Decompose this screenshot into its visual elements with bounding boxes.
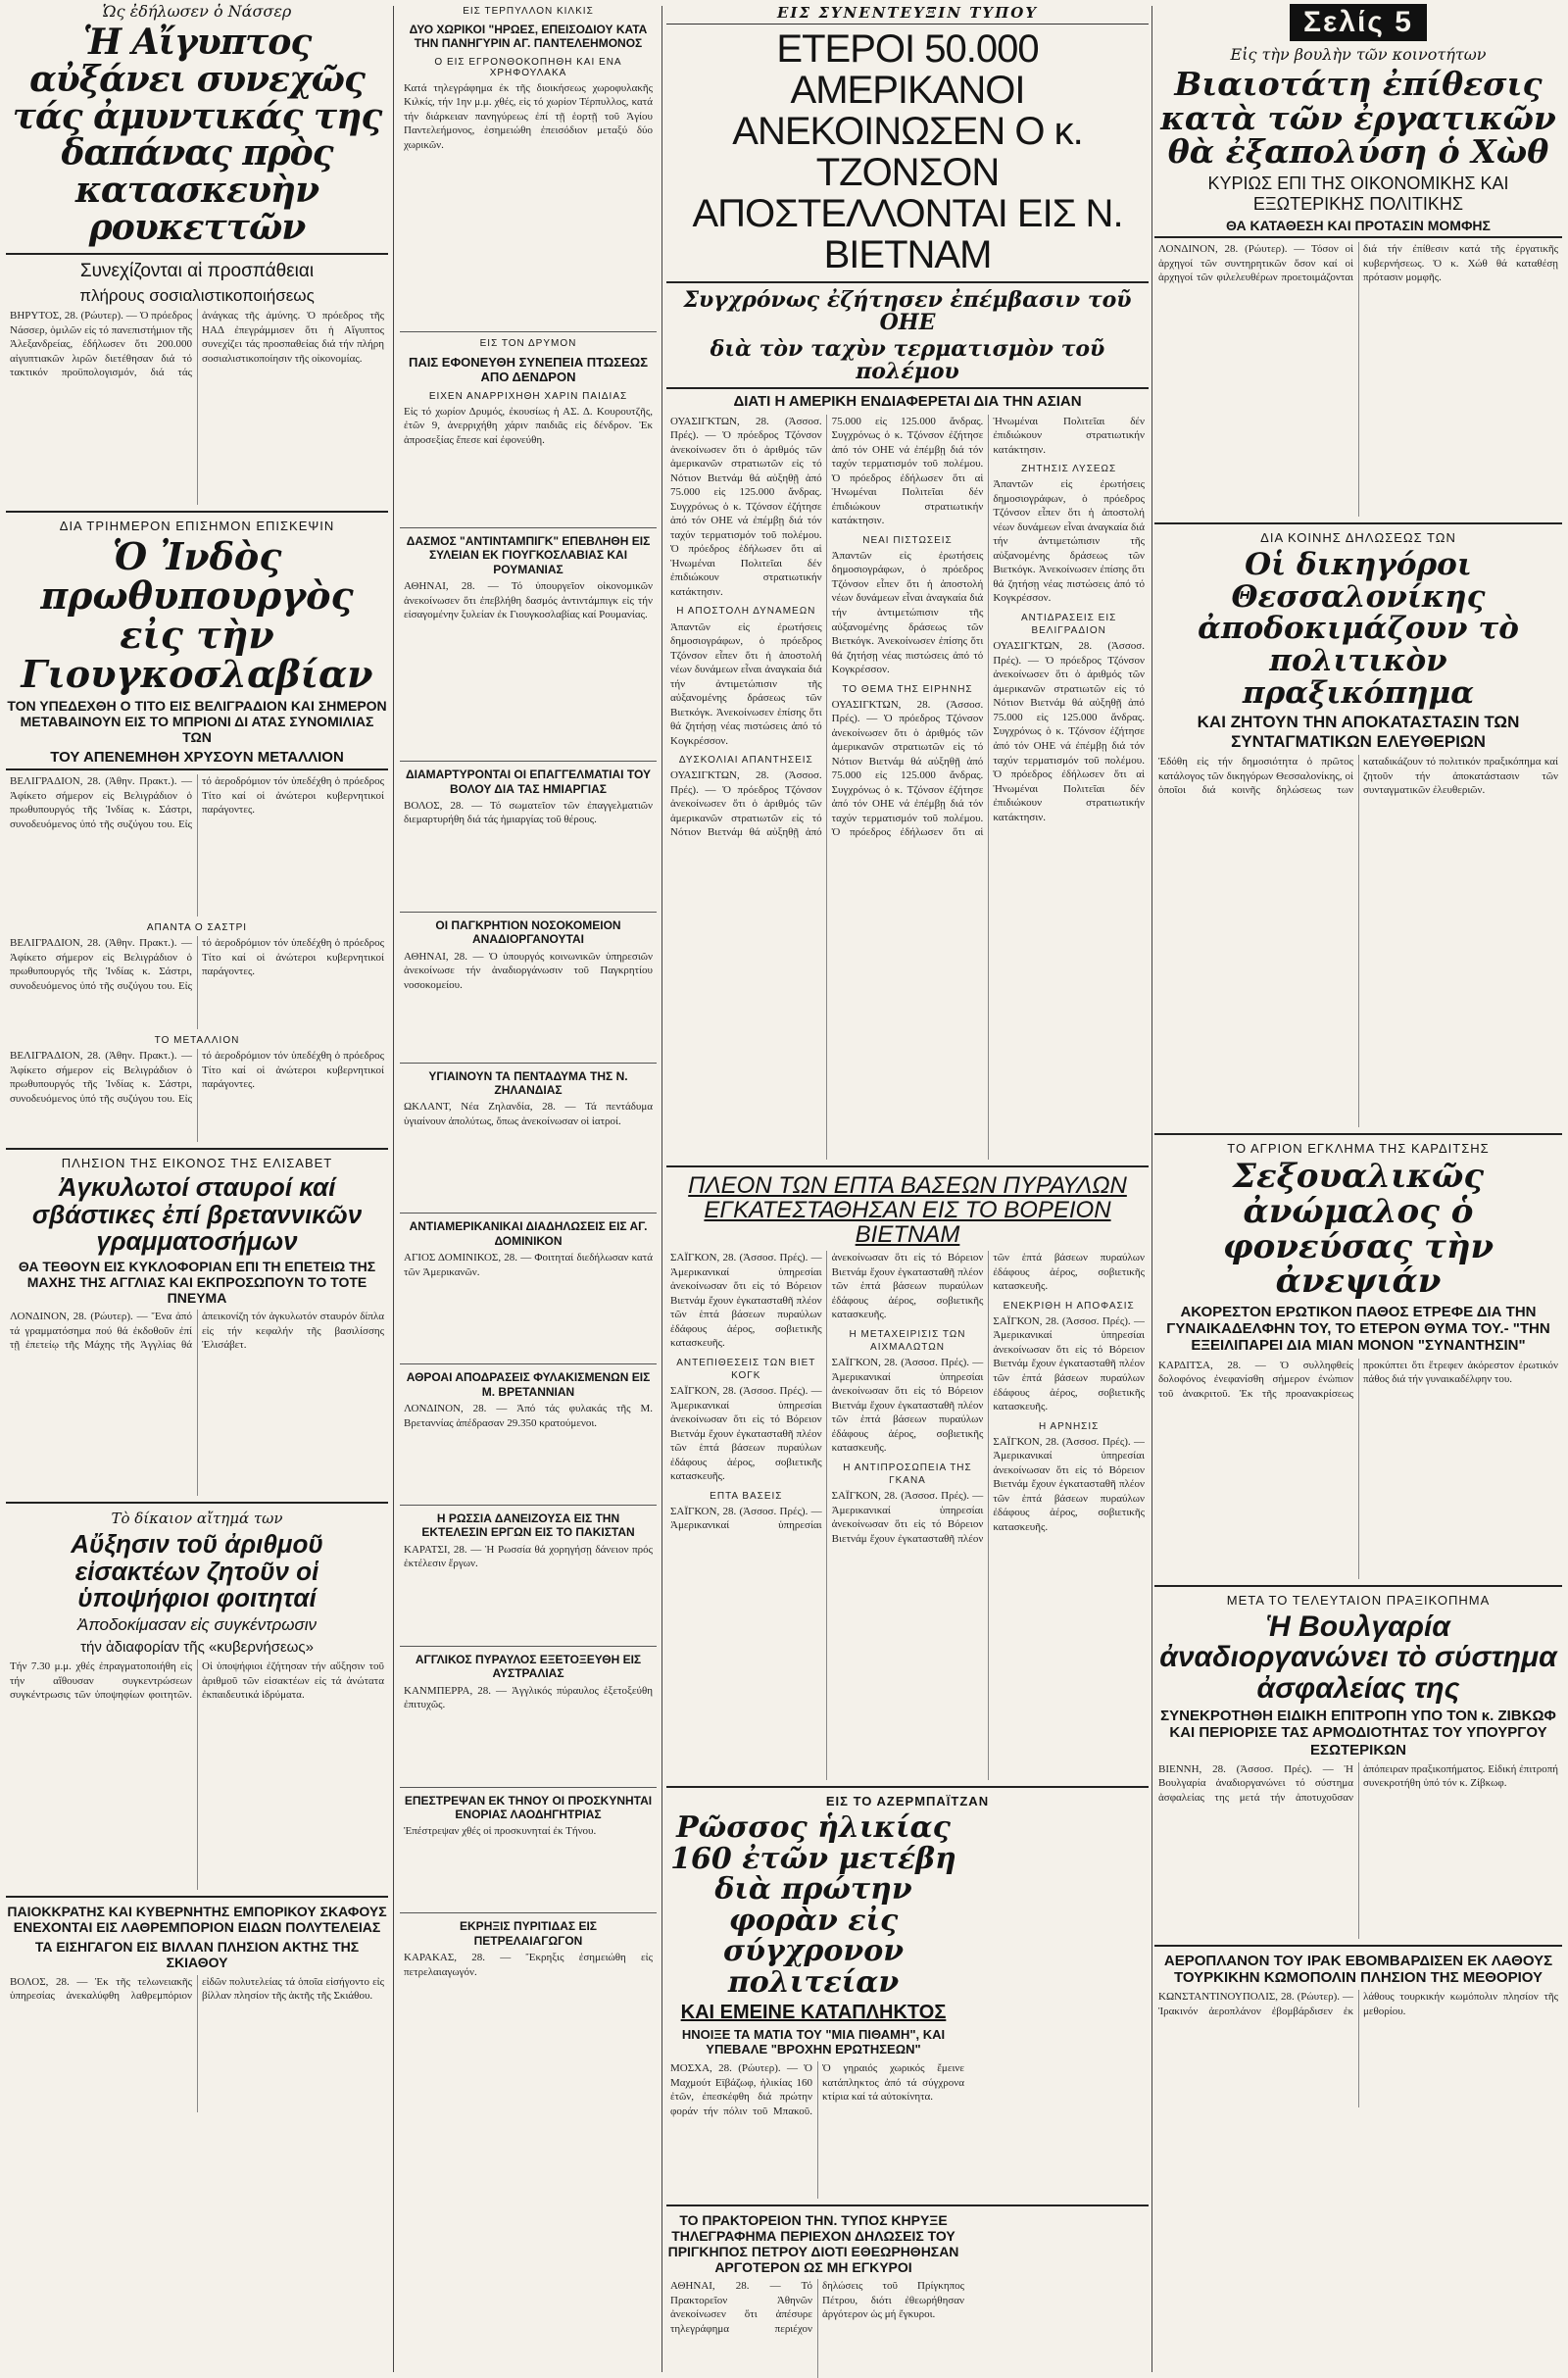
rule bbox=[400, 1505, 657, 1506]
rule bbox=[6, 511, 388, 513]
subhead: ΚΑΙ ΕΜΕΙΝΕ ΚΑΤΑΠΛΗΚΤΟΣ bbox=[680, 2002, 947, 2024]
section-label: ΕΝΕΚΡΙΘΗ Η ΑΠΟΦΑΣΙΣ bbox=[1003, 1300, 1135, 1312]
section-label: ΕΠΤΑ ΒΑΣΕΙΣ bbox=[710, 1490, 783, 1502]
section-label: ΖΗΤΗΣΙΣ ΛΥΣΕΩΣ bbox=[1021, 464, 1117, 475]
rule bbox=[666, 281, 1149, 283]
article-body: ΚΑΡΑΤΣΙ, 28. — Ἡ Ρωσσία θά χορηγήσῃ δάνειον πρός ἐκτέλεσιν ἔργων. bbox=[404, 1543, 653, 1570]
kicker: ΕΙΣ ΣΥΝΕΝΤΕΥΞΙΝ ΤΥΠΟΥ bbox=[666, 4, 1149, 25]
subhead: ΚΥΡΙΩΣ ΕΠΙ ΤΗΣ ΟΙΚΟΝΟΜΙΚΗΣ ΚΑΙ ΕΞΩΤΕΡΙΚΗΣ ΠΟΛΙΤΙΚΗΣ bbox=[1207, 173, 1509, 214]
page-number-badge: Σελίς 5 bbox=[1290, 4, 1427, 41]
rule bbox=[400, 1646, 657, 1647]
rule bbox=[400, 761, 657, 762]
headline: ΑΓΓΛΙΚΟΣ ΠΥΡΑΥΛΟΣ ΕΞΕΤΟΞΕΥΘΗ ΕΙΣ ΑΥΣΤΡΑΛΙΑΣ bbox=[415, 1652, 642, 1681]
article-text: ΣΑΪΓΚΟΝ, 28. (Ἀσσοσ. Πρές). — Ἀμερικανικαί ὑπηρεσίαι ἀνεκοίνωσαν ὅτι εἰς τό Βόρειον Βιετνάμ ἔχουν ἐγκατασταθῆ πλέον τῶν ἑπτά βάσεων πυραύλων ἐδάφους ἀέρος, σοβιετικῆς κατασκευῆς. bbox=[670, 1385, 822, 1483]
headline: ΑΘΡΟΑΙ ΑΠΟΔΡΑΣΕΙΣ ΦΥΛΑΚΙΣΜΕΝΩΝ ΕΙΣ Μ. ΒΡΕΤΑΝΝΙΑΝ bbox=[406, 1370, 651, 1399]
rule bbox=[400, 1063, 657, 1064]
subhead: ΚΑΙ ΖΗΤΟΥΝ ΤΗΝ ΑΠΟΚΑΤΑΣΤΑΣΙΝ ΤΩΝ ΣΥΝΤΑΓΜΑΤΙΚΩΝ ΕΛΕΥΘΕΡΙΩΝ bbox=[1197, 713, 1520, 751]
article-body: Ἐπέστρεψαν χθές οἱ προσκυνηταί ἐκ Τήνου. bbox=[404, 1825, 597, 1838]
article-text: ΣΑΪΓΚΟΝ, 28. (Ἀσσοσ. Πρές). — Ἀμερικανικαί ὑπηρεσίαι ἀνεκοίνωσαν ὅτι εἰς τό Βόρειον Βιετνάμ ἔχουν ἐγκατασταθῆ πλέον τῶν ἑπτά βάσεων πυραύλων ἐδάφους ἀέρος, σοβιετικῆς κατασκευῆς. bbox=[831, 1357, 984, 1455]
rule bbox=[666, 2205, 1149, 2206]
headline: Η ΡΩΣΣΙΑ ΔΑΝΕΙΖΟΥΣΑ ΕΙΣ ΤΗΝ ΕΚΤΕΛΕΣΙΝ ΕΡΓΩΝ ΕΙΣ ΤΟ ΠΑΚΙΣΤΑΝ bbox=[421, 1511, 635, 1540]
rule bbox=[6, 1896, 388, 1898]
rule bbox=[666, 1165, 1149, 1167]
rule bbox=[400, 1787, 657, 1788]
subhead: Ο ΕΙΣ ΕΓΡΟΝΘΟΚΟΠΗΘΗ ΚΑΙ ΕΝΑ ΧΡΗΦΟΥΛΑΚΑ bbox=[434, 56, 622, 78]
subhead: Συγχρόνως ἐζήτησεν ἐπέμβασιν τοῦ ΟΗΕ bbox=[683, 287, 1132, 336]
article-body: Κατά τηλεγράφημα ἐκ τῆς διοικήσεως χωροφυλακῆς Κιλκίς, τήν 1ην μ.μ. χθές, εἰς τό χωρίον Τέρπυλλος, κατά τήν διάρκειαν πανηγύρεως ἐπί τῇ ἑορτῇ τοῦ Ἁγίου Παντελεήμονος, ἐσημειώθη ἐπεισόδιον μεταξύ δύο χωρικῶν. bbox=[404, 81, 653, 151]
headline-lawyers: Οἱ δικηγόροι Θεσσαλονίκης ἀποδοκιμάζουν τὸ πολιτικὸν πραξικόπημα bbox=[1198, 547, 1519, 711]
headline-vietnam: ΕΤΕΡΟΙ 50.000 ΑΜΕΡΙΚΑΝΟΙ ΑΝΕΚΟΙΝΩΣΕΝ Ο κ. ΤΖΟΝΣΟΝ ΑΠΟΣΤΕΛΛΟΝΤΑΙ ΕΙΣ Ν. ΒΙΕΤΝΑΜ bbox=[692, 27, 1123, 276]
rule bbox=[400, 1912, 657, 1913]
article-text: Ἀπαντῶν εἰς ἐρωτήσεις δημοσιογράφων, ὁ πρόεδρος Τζόνσον εἶπεν ὅτι ἡ ἀποστολή νέων δυνάμεων εἶναι ἀναγκαία διά τήν ἀντιμετώπισιν τῆς αὐξανομένης δράσεως τῶν Βιετκόγκ. Ἀνεκοίνωσεν ἐπίσης ὅτι θά ζητήσῃ νέας πιστώσεις ἀπό τό Κογκρέσσον. bbox=[670, 620, 822, 747]
subhead: ΣΥΝΕΚΡΟΤΗΘΗ ΕΙΔΙΚΗ ΕΠΙΤΡΟΠΗ ΥΠΟ ΤΟΝ κ. ΖΙΒΚΩΦ ΚΑΙ ΠΕΡΙΟΡΙΣΕ ΤΑΣ ΑΡΜΟΔΙΟΤΗΤΑΣ ΤΟΥ ΥΠΟΥΡΓΟΥ ΕΣΩΤΕΡΙΚΩΝ bbox=[1160, 1708, 1556, 1759]
rule bbox=[400, 527, 657, 528]
rule bbox=[400, 1363, 657, 1364]
headline: ΕΚΡΗΞΙΣ ΠΥΡΙΤΙΔΑΣ ΕΙΣ ΠΕΤΡΕΛΑΙΑΓΩΓΟΝ bbox=[460, 1919, 597, 1948]
article-body: ΛΟΝΔΙΝΟΝ, 28. (Ρώυτερ). — Ἕνα ἀπό τά γραμματόσημα πού θά ἐκδοθοῦν ἐπί τῇ ἐπετείῳ τῆς Μάχης τῆς Ἀγγλίας θά ἀπεικονίζη τόν ἀγκυλωτόν σταυρόν δίπλα εἰς τήν κεφαλήν τῆς βασιλίσσης Ἐλισάβετ. bbox=[10, 1311, 384, 1352]
kicker: ΔΙΑ ΚΟΙΝΗΣ ΔΗΛΩΣΕΩΣ ΤΩΝ bbox=[1260, 530, 1456, 546]
article-body: ΒΕΛΙΓΡΑΔΙΟΝ, 28. (Ἀθην. Πρακτ.). — Ἀφίκετο σήμερον εἰς Βελιγράδιον ὁ πρωθυπουργός τῆς Ἰνδίας κ. Σάστρι, συνοδευόμενος ὑπό τῆς συζύγου του. Εἰς τό ἀεροδρόμιον τόν ὑπεδέχθη ὁ πρόεδρος Τίτο καί οἱ ἀνώτεροι κυβερνητικοί παράγοντες. bbox=[10, 937, 384, 992]
rule bbox=[1154, 1585, 1562, 1587]
headline-missiles: ΠΛΕΟΝ ΤΩΝ ΕΠΤΑ ΒΑΣΕΩΝ ΠΥΡΑΥΛΩΝ ΕΓΚΑΤΕΣΤΑΘΗΣΑΝ ΕΙΣ ΤΟ ΒΟΡΕΙΟΝ ΒΙΕΤΝΑΜ bbox=[688, 1171, 1127, 1248]
section-label: ΑΝΤΙΔΡΑΣΕΙΣ ΕΙΣ ΒΕΛΙΓΡΑΔΙΟΝ bbox=[1021, 613, 1117, 637]
subhead: ΤΑ ΕΙΣΗΓΑΓΟΝ ΕΙΣ ΒΙΛΛΑΝ ΠΛΗΣΙΟΝ ΑΚΤΗΣ ΤΗΣ ΣΚΙΑΘΟΥ bbox=[34, 1939, 360, 1971]
headline-india-pm: Ὁ Ἰνδὸς πρωθυπουργὸς εἰς τὴν Γιουγκοσλαβίαν bbox=[21, 534, 373, 696]
kicker: Τὸ δίκαιον αἴτημά των bbox=[111, 1510, 283, 1528]
headline: ΑΝΤΙΑΜΕΡΙΚΑΝΙΚΑΙ ΔΙΑΔΗΛΩΣΕΙΣ ΕΙΣ ΑΓ. ΔΟΜΙΝΙΚΟΝ bbox=[409, 1219, 648, 1248]
article-body bbox=[670, 415, 1145, 1160]
headline-stamps: Ἀγκυλωτοί σταυροί καί σβάστικες ἐπί βρεταννικῶν γραμματοσήμων bbox=[31, 1172, 363, 1256]
kicker: ΜΕΤΑ ΤΟ ΤΕΛΕΥΤΑΙΟΝ ΠΡΑΞΙΚΟΠΗΜΑ bbox=[1226, 1592, 1491, 1608]
rule bbox=[1154, 522, 1562, 524]
subhead: διὰ τὸν ταχὺν τερματισμὸν τοῦ πολέμου bbox=[666, 338, 1149, 389]
article-body: Εἰς τό χωρίον Δρυμός, ἐκουσίως ἡ ΑΣ. Δ. Κουρουτζῆς, ἐτῶν 9, ἀνερριχήθη χάριν παιδιᾶς εἰς δένδρον. Ἐκ ἀπροσεξίας ἔπεσε καί ἐφονεύθη. bbox=[404, 405, 653, 446]
subhead: Συνεχίζονται αἱ προσπάθειαι bbox=[79, 260, 315, 281]
article-text: ΣΑΪΓΚΟΝ, 28. (Ἀσσοσ. Πρές). — Ἀμερικανικαί ὑπηρεσίαι ἀνεκοίνωσαν ὅτι εἰς τό Βόρειον Βιετνάμ ἔχουν ἐγκατασταθῆ πλέον τῶν ἑπτά βάσεων πυραύλων ἐδάφους ἀέρος, σοβιετικῆς κατασκευῆς. bbox=[831, 1252, 1145, 1545]
article-body: ΜΟΣΧΑ, 28. (Ρώυτερ). — Ὁ Μαχμούτ Εϊβάζωφ, ἡλικίας 160 ἐτῶν, ἐπεσκέφθη διά πρώτην φοράν τήν πόλιν τοῦ Μπακοῦ. Ὁ γηραιός χωρικός ἔμεινε κατάπληκτος ἀπό τά σύγχρονα κτίρια καί τά αὐτοκίνητα. bbox=[670, 2062, 964, 2117]
column-2 bbox=[400, 0, 657, 2378]
article-body: ΑΘΗΝΑΙ, 28. — Ὁ ὑπουργός κοινωνικῶν ὑπηρεσιῶν ἀνεκοίνωσε τήν ἀναδιοργάνωσιν τοῦ Παγκρητίου νοσοκομείου. bbox=[404, 950, 653, 991]
article-body: ΒΕΛΙΓΡΑΔΙΟΝ, 28. (Ἀθην. Πρακτ.). — Ἀφίκετο σήμερον εἰς Βελιγράδιον ὁ πρωθυπουργός τῆς Ἰνδίας κ. Σάστρι, συνοδευόμενος ὑπό τῆς συζύγου του. Εἰς τό ἀεροδρόμιον τόν ὑπεδέχθη ὁ πρόεδρος Τίτο καί οἱ ἀνώτεροι κυβερνητικοί παράγοντες. bbox=[10, 1050, 384, 1105]
kicker: ΔΙΑ ΤΡΙΗΜΕΡΟΝ ΕΠΙΣΗΜΟΝ ΕΠΙΣΚΕΨΙΝ bbox=[59, 519, 335, 534]
kicker: ΕΙΣ ΤΟΝ ΔΡΥΜΟΝ bbox=[479, 337, 577, 349]
section-label: ΔΥΣΚΟΛΙΑΙ ΑΠΑΝΤΗΣΕΙΣ bbox=[678, 755, 813, 767]
column-3 bbox=[666, 0, 1149, 2378]
article-text: ΟΥΑΣΙΓΚΤΩΝ, 28. (Ἀσσοσ. Πρές). — Ὁ πρόεδρος Τζόνσον ἀνεκοίνωσεν ὅτι ὁ ἀριθμός τῶν ἀμερικανῶν στρατιωτῶν εἰς τό Νότιον Βιετνάμ θά αὐξηθῇ ἀπό 75.000 εἰς 125.000 ἄνδρας. Συγχρόνως ὁ κ. Τζόνσον ἐζήτησε ἀπό τόν ΟΗΕ νά ἐπέμβῃ διά τόν ταχύν τερματισμόν τοῦ πολέμου. Ὁ πρόεδρος ἐδήλωσεν ὅτι αἱ Ἡνωμέναι Πολιτεῖαι δέν ἐπιδιώκουν στρατιωτικήν κατάκτησιν. bbox=[670, 415, 984, 839]
column-divider bbox=[393, 6, 394, 2372]
section-label: Η ΑΝΤΙΠΡΟΣΩΠΕΙΑ ΤΗΣ ΓΚΑΝΑ bbox=[843, 1461, 972, 1486]
headline: ΠΑΙΣ ΕΦΟΝΕΥΘΗ ΣΥΝΕΠΕΙΑ ΠΤΩΣΕΩΣ ΑΠΟ ΔΕΝΔΡΟΝ bbox=[408, 354, 649, 385]
subhead: ΘΑ ΚΑΤΑΘΕΣΗ ΚΑΙ ΠΡΟΤΑΣΙΝ ΜΟΜΦΗΣ bbox=[1154, 218, 1562, 238]
article-body: Τήν 7.30 μ.μ. χθές ἐπραγματοποιήθη εἰς τήν αἴθουσαν συγκεντρώσεων συγκέντρωσις τῶν ὑποψηφίων φοιτητῶν. Οἱ ὑποψήφιοι ἐζήτησαν τήν αὔξησιν τοῦ ἀριθμοῦ τῶν εἰσακτέων εἰς τά ἀνώτατα ἐκπαιδευτικά ἱδρύματα. bbox=[10, 1660, 384, 1702]
subhead: ΘΑ ΤΕΘΟΥΝ ΕΙΣ ΚΥΚΛΟΦΟΡΙΑΝ ΕΠΙ ΤΗ ΕΠΕΤΕΙΩ ΤΗΣ ΜΑΧΗΣ ΤΗΣ ΑΓΓΛΙΑΣ ΚΑΙ ΕΚΠΡΟΣΩΠΟΥΝ ΤΟ ΤΟΤΕ ΠΝΕΥΜΑ bbox=[18, 1259, 376, 1307]
headline-heath: Βιαιοτάτη ἐπίθεσις κατὰ τῶν ἐργατικῶν θὰ ἐξαπολύση ὁ Χὼθ bbox=[1160, 65, 1556, 172]
article-text: ΟΥΑΣΙΓΚΤΩΝ, 28. (Ἀσσοσ. Πρές). — Ὁ πρόεδρος Τζόνσον ἀνεκοίνωσεν ὅτι ὁ ἀριθμός τῶν ἀμερικανῶν στρατιωτῶν εἰς τό Νότιον Βιετνάμ θά αὐξηθῇ ἀπό 75.000 εἰς 125.000 ἄνδρας. Συγχρόνως ὁ κ. Τζόνσον ἐζήτησε ἀπό τόν ΟΗΕ νά ἐπέμβῃ διά τόν ταχύν τερματισμόν τοῦ πολέμου. Ὁ πρόεδρος ἐδήλωσεν ὅτι αἱ Ἡνωμέναι Πολιτεῖαι δέν ἐπιδιώκουν στρατιωτικήν κατάκτησιν. bbox=[670, 415, 822, 598]
subhead: ΗΝΟΙΞΕ ΤΑ ΜΑΤΙΑ ΤΟΥ "ΜΙΑ ΠΙΘΑΜΗ", ΚΑΙ ΥΠΕΒΑΛΕ "ΒΡΟΧΗΝ ΕΡΩΤΗΣΕΩΝ" bbox=[681, 2027, 946, 2057]
article-text: Ἀπαντῶν εἰς ἐρωτήσεις δημοσιογράφων, ὁ πρόεδρος Τζόνσον εἶπεν ὅτι ἡ ἀποστολή νέων δυνάμεων εἶναι ἀναγκαία διά τήν ἀντιμετώπισιν τῆς αὐξανομένης δράσεως τῶν Βιετκόγκ. Ἀνεκοίνωσεν ἐπίσης ὅτι θά ζητήσῃ νέας πιστώσεις ἀπό τό Κογκρέσσον. bbox=[831, 549, 984, 676]
headline-smuggling: ΠΑΙΟΚΚΡΑΤΗΣ ΚΑΙ ΚΥΒΕΡΝΗΤΗΣ ΕΜΠΟΡΙΚΟΥ ΣΚΑΦΟΥΣ ΕΝΕΧΟΝΤΑΙ ΕΙΣ ΛΑΘΡΕΜΠΟΡΙΟΝ ΕΙΔΩΝ ΠΟΛΥΤΕΛΕΙΑΣ bbox=[7, 1904, 387, 1936]
section-label: Η ΑΡΝΗΣΙΣ bbox=[1038, 1420, 1100, 1432]
rule bbox=[400, 1213, 657, 1214]
article-body: ΑΓΙΟΣ ΔΟΜΙΝΙΚΟΣ, 28. — Φοιτηταί διεδήλωσαν κατά τῶν Ἀμερικανῶν. bbox=[404, 1252, 653, 1278]
headline-egypt: Ἡ Αἴγυπτος αὐξάνει συνεχῶς τάς ἀμυντικάς της δαπάνας πρὸς κατασκευὴν ρουκεττῶν bbox=[12, 22, 382, 248]
headline: ΔΙΑΜΑΡΤΥΡΟΝΤΑΙ ΟΙ ΕΠΑΓΓΕΛΜΑΤΙΑΙ ΤΟΥ ΒΟΛΟΥ ΔΙΑ ΤΑΣ ΗΜΙΑΡΓΙΑΣ bbox=[406, 768, 651, 796]
subhead: ΔΙΑΤΙ Η ΑΜΕΡΙΚΗ ΕΝΔΙΑΦΕΡΕΤΑΙ ΔΙΑ ΤΗΝ ΑΣΙΑΝ bbox=[733, 393, 1082, 411]
kicker: ΤΟ ΑΓΡΙΟΝ ΕΓΚΛΗΜΑ ΤΗΣ ΚΑΡΔΙΤΣΗΣ bbox=[1227, 1141, 1490, 1157]
subhead: πλήρους σοσιαλιστικοποιήσεως bbox=[79, 285, 315, 305]
kicker: Ὡς ἐδήλωσεν ὁ Νάσσερ bbox=[102, 2, 292, 21]
section-label: ΤΟ ΜΕΤΑΛΛΙΟΝ bbox=[154, 1035, 240, 1047]
kicker: ΕΙΣ ΤΕΡΠΥΛΛΟΝ ΚΙΛΚΙΣ bbox=[463, 6, 594, 17]
rule bbox=[1154, 1945, 1562, 1947]
article-body: ΚΑΝΜΠΕΡΡΑ, 28. — Ἀγγλικός πύραυλος ἐξετοξεύθη ἐπιτυχῶς. bbox=[404, 1684, 653, 1711]
section-label: Η ΜΕΤΑΧΕΙΡΙΣΙΣ ΤΩΝ ΑΙΧΜΑΛΩΤΩΝ bbox=[849, 1328, 966, 1353]
headline-karditsa: Σεξουαλικῶς ἀνώμαλος ὁ φονεύσας τὴν ἀνεψιάν bbox=[1222, 1157, 1494, 1302]
article-body: ΚΑΡΔΙΤΣΑ, 28. — Ὁ συλληφθείς δολοφόνος ἐνεφανίσθη σήμερον ἐνώπιον τοῦ ἀνακριτοῦ. Ἐκ τῆς προανακρίσεως προκύπτει ὅτι ἔτρεφεν ἀκόρεστον ἐρωτικόν πάθος διά τήν γυναικαδέλφην του. bbox=[1158, 1359, 1558, 1400]
kicker: Εἰς τὴν βουλὴν τῶν κοινοτήτων bbox=[1230, 45, 1487, 64]
headline-students: Αὔξησιν τοῦ ἀριθμοῦ εἰσακτέων ζητοῦν οἱ ὑποψήφιοι φοιτηταί bbox=[71, 1529, 323, 1613]
headline-prince-peter: ΤΟ ΠΡΑΚΤΟΡΕΙΟΝ ΤΗΝ. ΤΥΠΟΣ ΚΗΡΥΞΕ ΤΗΛΕΓΡΑΦΗΜΑ ΠΕΡΙΕΧΟΝ ΔΗΛΩΣΕΙΣ ΤΟΥ ΠΡΙΓΚΗΠΟΣ ΠΕΤΡΟΥ ΔΙΟΤΙ ΕΘΕΩΡΗΘΗΣΑΝ ΑΡΓΟΤΕΡΟΝ ΩΣ ΜΗ ΕΓΚΥΡΟΙ bbox=[667, 2212, 959, 2276]
article-body: ΒΟΛΟΣ, 28. — Ἐκ τῆς τελωνειακῆς ὑπηρεσίας ἀνεκαλύφθη λαθρεμπόριον εἰδῶν πολυτελείας τά ὁποῖα εἰσήγοντο εἰς βίλλαν πλησίον τῆς ἀκτῆς τῆς Σκιάθου. bbox=[10, 1975, 384, 2003]
section-label: ΤΟ ΘΕΜΑ ΤΗΣ ΕΙΡΗΝΗΣ bbox=[842, 683, 973, 695]
section-label: ΑΝΤΕΠΙΘΕΣΕΙΣ ΤΩΝ ΒΙΕΤ ΚΟΓΚ bbox=[676, 1357, 816, 1381]
kicker: ΠΛΗΣΙΟΝ ΤΗΣ ΕΙΚΟΝΟΣ ΤΗΣ ΕΛΙΣΑΒΕΤ bbox=[61, 1156, 333, 1171]
kicker: ΕΙΣ ΤΟ ΑΖΕΡΜΠΑΪΤΖΑΝ bbox=[825, 1794, 990, 1809]
rule bbox=[6, 1502, 388, 1504]
article-body: ΛΟΝΔΙΝΟΝ, 28. (Ρώυτερ). — Τόσον οἱ ἀρχηγοί τῶν συντηρητικῶν ὅσον καί οἱ ἀρχηγοί τῶν φιλελευθέρων προετοιμάζονται διά τήν ἐπίθεσιν κατά τῆς ἐργατικῆς κυβερνήσεως. Ὁ κ. Χώθ θά καταθέσῃ πρότασιν μομφῆς. bbox=[1158, 243, 1558, 284]
column-4 bbox=[1154, 0, 1562, 2378]
article-text: ΣΑΪΓΚΟΝ, 28. (Ἀσσοσ. Πρές). — Ἀμερικανικαί ὑπηρεσίαι ἀνεκοίνωσαν ὅτι εἰς τό Βόρειον Βιετνάμ ἔχουν ἐγκατασταθῆ πλέον τῶν ἑπτά βάσεων πυραύλων ἐδάφους ἀέρος, σοβιετικῆς κατασκευῆς. bbox=[993, 1314, 1145, 1413]
subhead: ΑΚΟΡΕΣΤΟΝ ΕΡΩΤΙΚΟΝ ΠΑΘΟΣ ΕΤΡΕΦΕ ΔΙΑ ΤΗΝ ΓΥΝΑΙΚΑΔΕΛΦΗΝ ΤΟΥ, ΤΟ ΕΤΕΡΟΝ ΘΥΜΑ ΤΟΥ.- "ΤΗΝ ΕΞΕΙΛΙΠΑΡΕΙ ΔΙΑ ΜΙΑΝ ΜΟΝΟΝ "ΣΥΝΑΝΤΗΣΙΝ" bbox=[1166, 1303, 1550, 1355]
article-text: ΟΥΑΣΙΓΚΤΩΝ, 28. (Ἀσσοσ. Πρές). — Ὁ πρόεδρος Τζόνσον ἀνεκοίνωσεν ὅτι ὁ ἀριθμός τῶν ἀμερικανῶν στρατιωτῶν εἰς τό Νότιον Βιετνάμ θά αὐξηθῇ ἀπό 75.000 εἰς 125.000 ἄνδρας. Συγχρόνως ὁ κ. Τζόνσον ἐζήτησε ἀπό τόν ΟΗΕ νά ἐπέμβῃ διά τόν ταχύν τερματισμόν τοῦ πολέμου. Ὁ πρόεδρος ἐδήλωσεν ὅτι αἱ Ἡνωμέναι Πολιτεῖαι δέν ἐπιδιώκουν στρατιωτικήν κατάκτησιν. bbox=[993, 640, 1145, 823]
rule bbox=[6, 253, 388, 255]
subhead: ΕΙΧΕΝ ΑΝΑΡΡΙΧΗΘΗ ΧΑΡΙΝ ΠΑΙΔΙΑΣ bbox=[428, 390, 628, 402]
article-text: ΣΑΪΓΚΟΝ, 28. (Ἀσσοσ. Πρές). — Ἀμερικανικαί ὑπηρεσίαι ἀνεκοίνωσαν ὅτι εἰς τό Βόρειον Βιετνάμ ἔχουν ἐγκατασταθῆ πλέον τῶν ἑπτά βάσεων πυραύλων ἐδάφους ἀέρος, σοβιετικῆς κατασκευῆς. bbox=[670, 1252, 984, 1532]
article-body: ΚΩΝΣΤΑΝΤΙΝΟΥΠΟΛΙΣ, 28. (Ρώυτερ). — Ἰρακινόν ἀεροπλάνον ἐβομβάρδισεν ἐκ λάθους τουρκικήν κωμόπολιν πλησίον τῆς μεθορίου. bbox=[1158, 1991, 1558, 2017]
article-body: ΒΟΛΟΣ, 28. — Τό σωματεῖον τῶν ἐπαγγελματιῶν διεμαρτυρήθη διά τάς ἡμιαργίας τοῦ θέρους. bbox=[404, 799, 653, 826]
headline-old-man: Ρῶσσος ἡλικίας 160 ἐτῶν μετέβη διὰ πρώτην φορὰν εἰς σύγχρονον πολιτείαν bbox=[670, 1810, 956, 2000]
article-body: ΩΚΛΑΝΤ, Νέα Ζηλανδία, 28. — Τά πεντάδυμα ὑγιαίνουν ἀπολύτως, ὅπως ἀνεκοίνωσαν οἱ ἰατροί. bbox=[404, 1101, 653, 1127]
article-body bbox=[670, 1251, 1145, 1780]
masthead bbox=[1154, 4, 1562, 41]
headline: ΔΥΟ ΧΩΡΙΚΟΙ "ΗΡΩΕΣ, ΕΠΕΙΣΟΔΙΟΥ ΚΑΤΑ ΤΗΝ ΠΑΝΗΓΥΡΙΝ ΑΓ. ΠΑΝΤΕΛΕΗΜΟΝΟΣ bbox=[409, 23, 648, 51]
section-label: ΝΕΑΙ ΠΙΣΤΩΣΕΙΣ bbox=[862, 534, 953, 546]
rule bbox=[666, 1786, 1149, 1788]
article-body: ΒΗΡΥΤΟΣ, 28. (Ρώυτερ). — Ὁ πρόεδρος Νάσσερ, ὁμιλῶν εἰς τό πανεπιστήμιον τῆς Ἀλεξανδρείας, ἐδήλωσεν ὅτι 200.000 αἰγυπτιακῶν λιρῶν διετέθησαν διά τό τακτικόν προϋπολογισμόν, διά τάς ἀνάγκας τῆς ἀμύνης. Ὁ πρόεδρος τῆς ΗΑΔ ἐπεγράμμισεν ὅτι ἡ Αἴγυπτος συνεχίζει τάς προσπαθείας διά τήν πλήρη σοσιαλιστικοποίησιν τῆς οἰκονομίας. bbox=[10, 310, 384, 379]
headline: ΟΙ ΠΑΓΚΡΗΤΙΟΝ ΝΟΣΟΚΟΜΕΙΟΝ ΑΝΑΔΙΟΡΓΑΝΟΥΤΑΙ bbox=[435, 917, 621, 947]
headline: ΥΓΙΑΙΝΟΥΝ ΤΑ ΠΕΝΤΑΔΥΜΑ ΤΗΣ Ν. ΖΗΛΑΝΔΙΑΣ bbox=[428, 1068, 628, 1098]
section-label: Η ΑΠΟΣΤΟΛΗ ΔΥΝΑΜΕΩΝ bbox=[676, 606, 816, 618]
article-body: ΛΟΝΔΙΝΟΝ, 28. — Ἀπό τάς φυλακάς τῆς Μ. Βρεταννίας ἀπέδρασαν 29.350 κρατούμενοι. bbox=[404, 1403, 653, 1429]
article-text: ΣΑΪΓΚΟΝ, 28. (Ἀσσοσ. Πρές). — Ἀμερικανικαί ὑπηρεσίαι ἀνεκοίνωσαν ὅτι εἰς τό Βόρειον Βιετνάμ ἔχουν ἐγκατασταθῆ πλέον τῶν ἑπτά βάσεων πυραύλων ἐδάφους ἀέρος, σοβιετικῆς κατασκευῆς. bbox=[670, 1252, 822, 1350]
rule bbox=[400, 331, 657, 332]
subhead: Ἀποδοκίμασαν εἰς συγκέντρωσιν bbox=[77, 1615, 317, 1635]
article-text: ΟΥΑΣΙΓΚΤΩΝ, 28. (Ἀσσοσ. Πρές). — Ὁ πρόεδρος Τζόνσον ἀνεκοίνωσεν ὅτι ὁ ἀριθμός τῶν ἀμερικανῶν στρατιωτῶν εἰς τό Νότιον Βιετνάμ θά αὐξηθῇ ἀπό 75.000 εἰς 125.000 ἄνδρας. Συγχρόνως ὁ κ. Τζόνσον ἐζήτησε ἀπό τόν ΟΗΕ νά ἐπέμβῃ διά τόν ταχύν τερματισμόν τοῦ πολέμου. Ὁ πρόεδρος ἐδήλωσεν ὅτι αἱ Ἡνωμέναι Πολιτεῖαι δέν ἐπιδιώκουν στρατιωτικήν κατάκτησιν. bbox=[831, 415, 1145, 839]
article-body: Ἐδόθη εἰς τήν δημοσιότητα ὁ πρῶτος κατάλογος τῶν δικηγόρων Θεσσαλονίκης, οἱ ὁποῖοι διά κοινῆς δηλώσεως των καταδικάζουν τό πολιτικόν πραξικόπημα καί ζητοῦν τήν ἀποκατάστασιν τῶν συνταγματικῶν ἐλευθεριῶν. bbox=[1158, 756, 1558, 797]
headline-iraq: ΑΕΡΟΠΛΑΝΟΝ ΤΟΥ ΙΡΑΚ ΕΒΟΜΒΑΡΔΙΣΕΝ ΕΚ ΛΑΘΟΥΣ ΤΟΥΡΚΙΚΗΝ ΚΩΜΟΠΟΛΙΝ ΠΛΗΣΙΟΝ ΤΗΣ ΜΕΘΟΡΙΟΥ bbox=[1163, 1952, 1553, 1987]
article-body: ΒΙΕΝΝΗ, 28. (Ἀσσοσ. Πρές). — Ἡ Βουλγαρία ἀναδιοργανώνει τό σύστημα ἀσφαλείας της μετά τήν ἀποτυχοῦσαν ἀπόπειραν πραξικοπήματος. Εἰδική ἐπιτροπή συνεκροτήθη ὑπό τόν κ. Ζίβκωφ. bbox=[1158, 1762, 1558, 1804]
article-text: Ἀπαντῶν εἰς ἐρωτήσεις δημοσιογράφων, ὁ πρόεδρος Τζόνσον εἶπεν ὅτι ἡ ἀποστολή νέων δυνάμεων εἶναι ἀναγκαία διά τήν ἀντιμετώπισιν τῆς αὐξανομένης δράσεως τῶν Βιετκόγκ. Ἀνεκοίνωσεν ἐπίσης ὅτι θά ζητήσῃ νέας πιστώσεις ἀπό τό Κογκρέσσον. bbox=[993, 478, 1145, 605]
headline: ΕΠΕΣΤΡΕΨΑΝ ΕΚ ΤΗΝΟΥ ΟΙ ΠΡΟΣΚΥΝΗΤΑΙ ΕΝΟΡΙΑΣ ΛΑΟΔΗΓΗΤΡΙΑΣ bbox=[404, 1793, 653, 1821]
subhead: ΤΟΝ ΥΠΕΔΕΧΘΗ Ο ΤΙΤΟ ΕΙΣ ΒΕΛΙΓΡΑΔΙΟΝ ΚΑΙ ΣΗΜΕΡΟΝ ΜΕΤΑΒΑΙΝΟΥΝ ΕΙΣ ΤΟ ΜΠΡΙΟΝΙ ΔΙ ΑΤΑΣ ΣΥΝΟΜΙΛΙΑΣ ΤΩΝ bbox=[7, 697, 387, 745]
article-text: ΣΑΪΓΚΟΝ, 28. (Ἀσσοσ. Πρές). — Ἀμερικανικαί ὑπηρεσίαι ἀνεκοίνωσαν ὅτι εἰς τό Βόρειον Βιετνάμ ἔχουν ἐγκατασταθῆ πλέον τῶν ἑπτά βάσεων πυραύλων ἐδάφους ἀέρος, σοβιετικῆς κατασκευῆς. bbox=[993, 1435, 1145, 1533]
rule bbox=[1154, 1133, 1562, 1135]
article-body: ΚΑΡΑΚΑΣ, 28. — Ἔκρηξις ἐσημειώθη εἰς πετρελαιαγωγόν. bbox=[404, 1952, 653, 1978]
section-label: ΑΠΑΝΤΑ Ο ΣΑΣΤΡΙ bbox=[146, 922, 248, 934]
column-1 bbox=[6, 0, 388, 2378]
rule bbox=[6, 1148, 388, 1150]
article-body: ΑΘΗΝΑΙ, 28. — Τό ὑπουργεῖον οἰκονομικῶν ἀνεκοίνωσεν ὅτι ἐπεβλήθη δασμός ἀντιντάμπιγκ εἰς τήν εἰσαγομένην ξυλείαν ἐκ Γιουγκοσλαβίας καί Ρουμανίας. bbox=[404, 580, 653, 621]
subhead: ΤΟΥ ΑΠΕΝΕΜΗΘΗ ΧΡΥΣΟΥΝ ΜΕΤΑΛΛΙΟΝ bbox=[6, 749, 388, 770]
rule bbox=[400, 912, 657, 913]
headline-bulgaria: Ἡ Βουλγαρία ἀναδιοργανώνει τὸ σύστημα ἀσφαλείας της bbox=[1159, 1610, 1557, 1705]
subhead: τήν ἀδιαφορίαν τῆς «κυβερνήσεως» bbox=[80, 1638, 314, 1656]
article-body: ΑΘΗΝΑΙ, 28. — Τό Πρακτορεῖον Ἀθηνῶν ἀνεκοίνωσεν ὅτι ἀπέσυρε τηλεγράφημα περιέχον δηλώσεις τοῦ Πρίγκηπος Πέτρου, διότι ἐθεωρήθησαν ἀργότερον ὡς μή ἔγκυροι. bbox=[670, 2280, 964, 2335]
article-body: ΒΕΛΙΓΡΑΔΙΟΝ, 28. (Ἀθην. Πρακτ.). — Ἀφίκετο σήμερον εἰς Βελιγράδιον ὁ πρωθυπουργός τῆς Ἰνδίας κ. Σάστρι, συνοδευόμενος ὑπό τῆς συζύγου του. Εἰς τό ἀεροδρόμιον τόν ὑπεδέχθη ὁ πρόεδρος Τίτο καί οἱ ἀνώτεροι κυβερνητικοί παράγοντες. bbox=[10, 775, 384, 830]
headline: ΔΑΣΜΟΣ "ΑΝΤΙΝΤΑΜΠΙΓΚ" ΕΠΕΒΛΗΘΗ ΕΙΣ ΣΥΛΕΙΑΝ ΕΚ ΓΙΟΥΓΚΟΣΛΑΒΙΑΣ ΚΑΙ ΡΟΥΜΑΝΙΑΣ bbox=[406, 533, 651, 576]
